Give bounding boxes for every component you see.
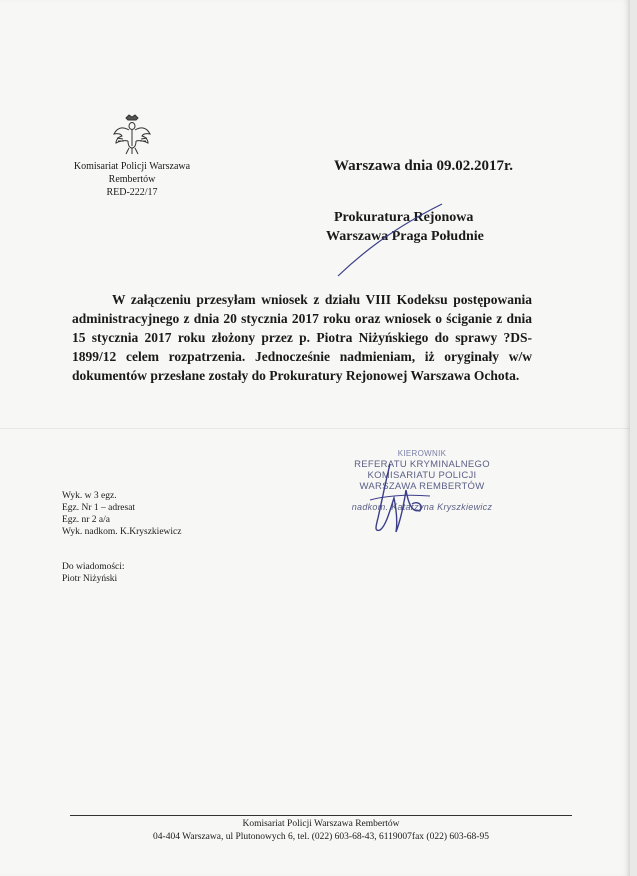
- stamp-officer-name: nadkom. Katarzyna Kryszkiewicz: [351, 502, 493, 512]
- cc-name: Piotr Niżyński: [62, 574, 118, 584]
- copies-list: [62, 490, 181, 538]
- sender-name: Komisariat Policji Warszawa: [73, 161, 191, 172]
- stamp-line-3: WARSZAWA REMBERTÓW: [359, 481, 485, 492]
- recipient-line-2: Warszawa Praga Południe: [326, 229, 484, 244]
- cc-heading: Do wiadomości:: [62, 562, 125, 572]
- copies-line-2: Egz. Nr 1 – adresat: [62, 503, 136, 513]
- reference-number: RED-222/17: [106, 187, 158, 198]
- sender-district: Rembertów: [108, 174, 156, 185]
- document-date: Warszawa dnia 09.02.2017r.: [334, 158, 514, 174]
- letter-body: W załączeniu przesyłam wniosek z działu VIII Kodeksu postępowania administracyjnego z dnia 20 stycznia 2017 roku oraz wniosek o ściganie z dnia 15 stycznia 2017 roku złożony przez p. Piotra Niżyńskiego do sprawy ?DS-1899/12 celem rozpatrzenia. Jednocześnie nadmieniam, iż oryginały w/w dokumentów przesłane zostały do Prokuratury Rejonowej Warszawa Ochota.: [72, 292, 532, 383]
- sender-block: [62, 160, 202, 199]
- recipient-line-1: Prokuratura Rejonowa: [334, 210, 474, 225]
- copies-line-3: Egz. nr 2 a/a: [62, 515, 111, 525]
- footer: [70, 818, 572, 844]
- copies-line-4: Wyk. nadkom. K.Kryszkiewicz: [62, 527, 182, 537]
- footer-line-2: 04-404 Warszawa, ul Plutonowych 6, tel. (022) 603-68-43, 6119007fax (022) 603-68-95: [153, 832, 489, 842]
- cc-block: [62, 561, 125, 585]
- footer-divider: [70, 815, 572, 816]
- handwritten-signature: [360, 460, 440, 540]
- stamp-title: KIEROWNIK: [397, 449, 447, 458]
- stamp-line-2: KOMISARIATU POLICJI: [367, 470, 477, 481]
- copies-line-1: Wyk. w 3 egz.: [62, 491, 117, 501]
- stamp-line-1: REFERATU KRYMINALNEGO: [354, 459, 490, 470]
- polish-eagle-emblem-icon: [112, 112, 152, 156]
- pen-stroke-mark: [330, 200, 450, 280]
- footer-line-1: Komisariat Policji Warszawa Rembertów: [242, 819, 400, 829]
- fold-line: [0, 428, 630, 429]
